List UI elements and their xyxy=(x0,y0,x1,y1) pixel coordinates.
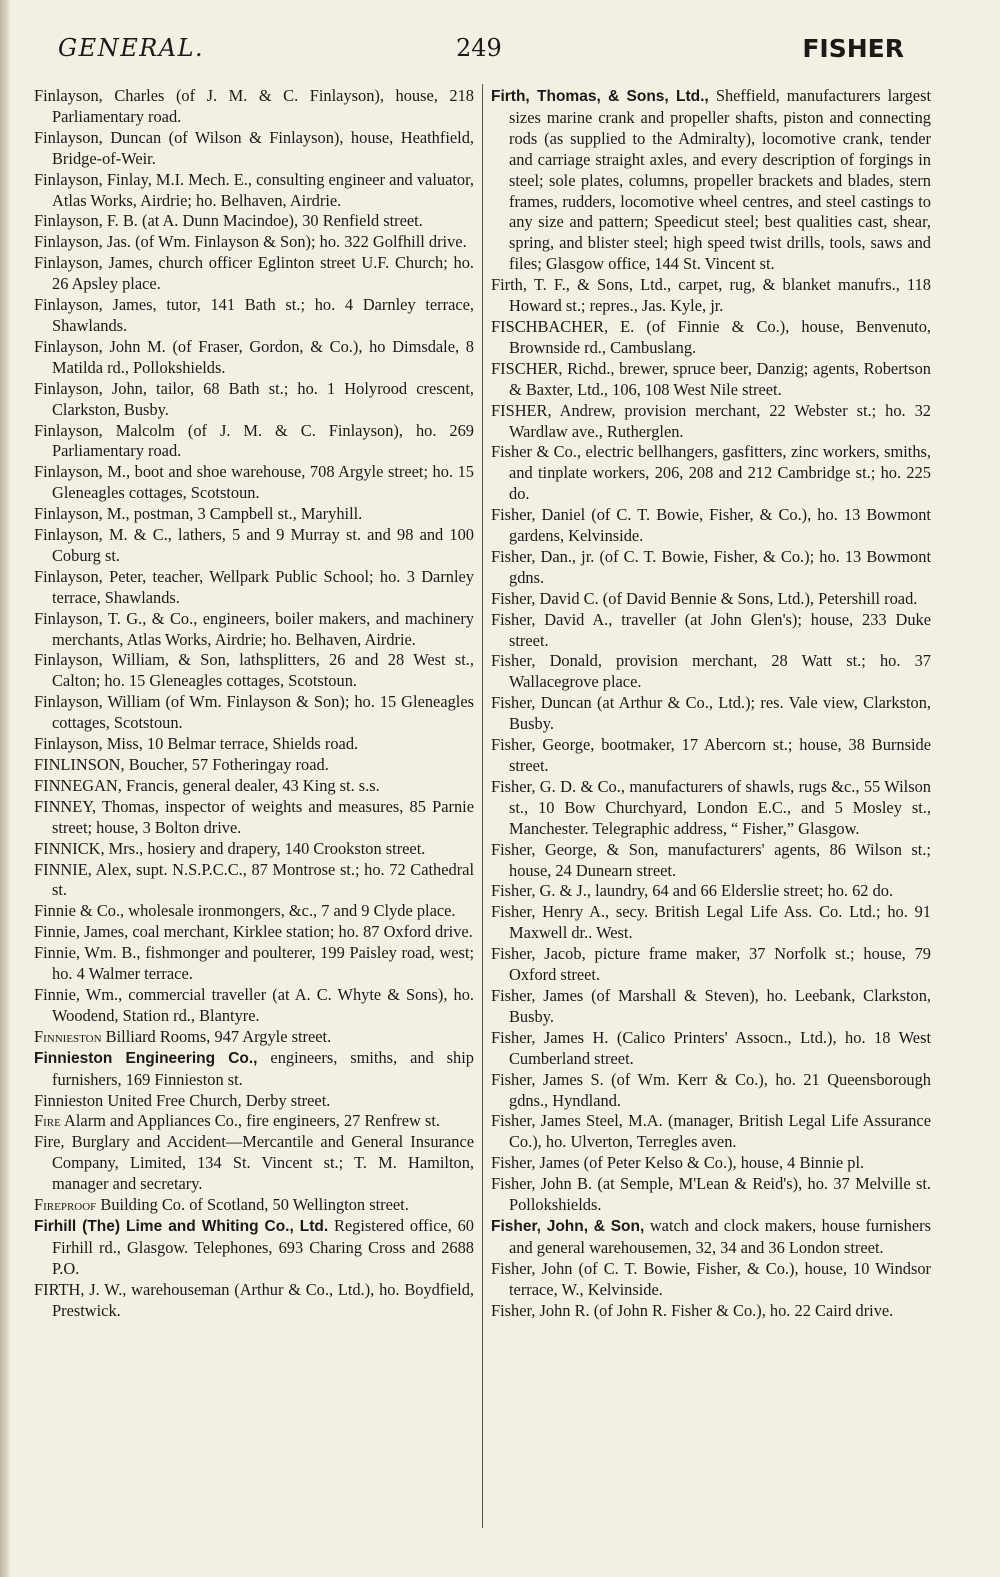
entry-head: Finlayson, xyxy=(34,608,103,628)
entry-text: T. G., & Co., engineers, boiler makers, and machinery merchants, Atlas Works, Airdrie; ho. Belhaven, Airdrie. xyxy=(52,608,474,649)
left-column xyxy=(34,86,474,1321)
entry-head: FINNICK, xyxy=(34,838,105,858)
entry-head: Finlayson, xyxy=(34,232,103,252)
directory-entry xyxy=(491,610,931,652)
directory-entry xyxy=(491,589,931,610)
directory-entry xyxy=(491,1111,931,1153)
entry-text: watch and clock makers, house furnishers and general warehousemen, 32, 34 and 36 London street. xyxy=(509,1215,931,1257)
entry-text: & Co., electric bellhangers, gasfitters, zinc workers, smiths, and tinplate workers, 206, 208 and 212 Cambridge st.; ho. 225 do. xyxy=(509,442,931,504)
entry-head: FISCHBACHER, xyxy=(491,316,609,336)
entry-text: Mrs., hosiery and drapery, 140 Crookston street. xyxy=(104,838,426,858)
entry-text: G. & J., laundry, 64 and 66 Elderslie street; ho. 62 do. xyxy=(535,881,894,901)
entry-head: Fisher, xyxy=(491,944,536,964)
running-head-surname: FISHER xyxy=(802,34,904,63)
directory-entry xyxy=(34,337,474,379)
directory-entry xyxy=(491,840,931,882)
entry-head: FISHER, xyxy=(491,400,552,420)
page-number: 249 xyxy=(456,34,502,62)
entry-text: George, bootmaker, 17 Abercorn st.; house, 38 Burnside street. xyxy=(509,735,931,775)
entry-text: G. D. & Co., manufacturers of shawls, rugs &c., 55 Wilson st., 10 Bow Churchyard, London E.C., and 5 Mosley st., Manchester. Telegraphic address, “ Fisher,” Glasgow. xyxy=(509,776,931,838)
directory-entry xyxy=(34,839,474,860)
entry-head: Fisher, xyxy=(491,1111,536,1131)
entry-head: Fisher xyxy=(491,442,532,462)
directory-entry xyxy=(491,693,931,735)
directory-entry xyxy=(491,1153,931,1174)
entry-text: William (of Wm. Finlayson & Son); ho. 15 Gleneagles cottages, Scotstoun. xyxy=(52,692,474,733)
entry-head: Fisher, xyxy=(491,1258,536,1278)
directory-entry xyxy=(34,922,474,943)
entry-head: Fisher, xyxy=(491,651,536,671)
directory-entry xyxy=(34,170,474,212)
entry-text: James, tutor, 141 Bath st.; ho. 4 Darnley terrace, Shawlands. xyxy=(52,295,474,335)
directory-entry xyxy=(34,379,474,421)
entry-text: Burglary and Accident—Mercantile and General Insurance Company, Limited, 134 St. Vincent st.; T. M. Hamilton, manager and secretary. xyxy=(52,1132,474,1194)
entry-head: Fisher, xyxy=(491,839,536,859)
directory-entry xyxy=(491,86,931,275)
entry-head: Finlayson, xyxy=(34,86,103,105)
entry-text: Miss, 10 Belmar terrace, Shields road. xyxy=(102,734,359,754)
entry-text: Building Co. of Scotland, 50 Wellington street. xyxy=(96,1195,409,1215)
entry-text: David C. (of David Bennie & Sons, Ltd.), Petershill road. xyxy=(535,588,918,608)
entry-text: James (of Peter Kelso & Co.), house, 4 Binnie pl. xyxy=(535,1153,865,1173)
directory-entry xyxy=(491,944,931,986)
entry-text: John (of C. T. Bowie, Fisher, & Co.), house, 10 Windsor terrace, W., Kelvinside. xyxy=(509,1258,931,1299)
entry-head: Fisher, xyxy=(491,609,536,629)
entry-head: Fisher, xyxy=(491,1027,536,1047)
entry-head: Finlayson, xyxy=(34,211,103,231)
entry-head: Finnie xyxy=(34,901,76,921)
entry-text: John R. (of John R. Fisher & Co.), ho. 22 Caird drive. xyxy=(535,1300,894,1320)
entry-head: Finlayson, xyxy=(34,525,103,545)
entry-head: Firth, xyxy=(491,275,527,295)
entry-head: Finnieston Engineering Co., xyxy=(34,1049,258,1067)
directory-entry xyxy=(34,650,474,692)
directory-entry xyxy=(34,232,474,253)
entry-head: FINLINSON, xyxy=(34,755,125,774)
entry-head: Fire, xyxy=(34,1132,65,1152)
directory-entry xyxy=(491,735,931,777)
entry-head: FINNEGAN, xyxy=(34,775,122,795)
entry-text: James, coal merchant, Kirklee station; ho. 87 Oxford drive. xyxy=(80,922,473,942)
entry-head: Finlayson, xyxy=(34,566,103,586)
directory-entry xyxy=(491,1216,931,1259)
directory-entry xyxy=(491,359,931,401)
entry-head: FINNEY, xyxy=(34,796,97,816)
directory-entry xyxy=(491,317,931,359)
entry-head: Fisher, xyxy=(491,588,536,608)
directory-entry xyxy=(34,504,474,525)
entry-head: Finlayson, xyxy=(34,734,103,754)
entry-head: Fisher, xyxy=(491,735,536,755)
entry-head: Fisher, xyxy=(491,1153,536,1173)
directory-entry xyxy=(491,986,931,1028)
directory-entry xyxy=(491,1301,931,1322)
entry-text: Malcolm (of J. M. & C. Finlayson), ho. 269 Parliamentary road. xyxy=(52,420,474,461)
directory-entry xyxy=(34,525,474,567)
entry-text: Duncan (at Arthur & Co., Ltd.); res. Vale view, Clarkston, Busby. xyxy=(509,693,931,734)
directory-entry xyxy=(34,734,474,755)
entry-text: Charles (of J. M. & C. Finlayson), house, 218 Parliamentary road. xyxy=(52,86,474,126)
entry-text: Peter, teacher, Wellpark Public School; ho. 3 Darnley terrace, Shawlands. xyxy=(52,566,474,607)
entry-text: Richd., brewer, spruce beer, Danzig; agents, Robertson & Baxter, Ltd., 106, 108 West Nile street. xyxy=(509,358,931,399)
directory-entry xyxy=(34,295,474,337)
entry-text: Francis, general dealer, 43 King st. s.s. xyxy=(121,775,380,795)
directory-entry xyxy=(34,1195,474,1216)
entry-text: David A., traveller (at John Glen's); house, 233 Duke street. xyxy=(509,609,931,650)
entry-text: Jacob, picture frame maker, 37 Norfolk st.; house, 79 Oxford street. xyxy=(509,944,931,985)
column-divider xyxy=(482,84,483,1528)
directory-entry xyxy=(491,275,931,317)
entry-text: F. B. (at A. Dunn Macindoe), 30 Renfield street. xyxy=(102,211,423,231)
entry-text: Donald, provision merchant, 28 Watt st.; ho. 37 Wallacegrove place. xyxy=(509,651,931,692)
entry-text: Finlay, M.I. Mech. E., consulting engineer and valuator, Atlas Works, Airdrie; ho. Belhaven, Airdrie. xyxy=(52,169,474,210)
directory-entry xyxy=(34,128,474,170)
entry-head: Finlayson, xyxy=(34,462,103,482)
entry-head: Finlayson, xyxy=(34,420,103,440)
entry-text: Thomas, inspector of weights and measures, 85 Parnie street; house, 3 Bolton drive. xyxy=(52,796,474,837)
entry-text: Duncan (of Wilson & Finlayson), house, Heathfield, Bridge-of-Weir. xyxy=(52,127,474,168)
entry-head: Firth, Thomas, & Sons, Ltd., xyxy=(491,88,709,105)
entry-head: Finnieston xyxy=(34,1026,102,1046)
directory-entry xyxy=(34,797,474,839)
directory-entry xyxy=(34,1216,474,1280)
entry-head: Fisher, xyxy=(491,693,536,713)
entry-text: E. (of Finnie & Co.), house, Benvenuto, Brownside rd., Cambuslang. xyxy=(509,316,931,357)
directory-entry xyxy=(491,505,931,547)
directory-entry xyxy=(34,692,474,734)
entry-head: Finlayson, xyxy=(34,169,103,189)
entry-head: Fisher, xyxy=(491,1174,536,1194)
entry-head: Finlayson, xyxy=(34,336,103,356)
entry-text: Jas. (of Wm. Finlayson & Son); ho. 322 Golfhill drive. xyxy=(102,232,467,252)
directory-entry xyxy=(34,1280,474,1322)
entry-text: George, & Son, manufacturers' agents, 86 Wilson st.; house, 24 Dunearn street. xyxy=(509,839,931,880)
directory-entry xyxy=(491,777,931,840)
directory-entry xyxy=(491,442,931,505)
entry-head: Finnie, xyxy=(34,922,80,942)
directory-entry xyxy=(34,609,474,651)
directory-entry xyxy=(34,901,474,922)
entry-text: Registered office, 60 Firhill rd., Glasgow. Telephones, 693 Charing Cross and 2688 P.O. xyxy=(52,1215,475,1278)
entry-head: FIRTH, xyxy=(34,1279,85,1299)
entry-text: Henry A., secy. British Legal Life Ass. Co. Ltd.; ho. 91 Maxwell dr.. West. xyxy=(509,902,931,943)
entry-text: Alarm and Appliances Co., fire engineers, 27 Renfrew st. xyxy=(60,1111,441,1131)
entry-head: Finnie, xyxy=(34,984,80,1004)
entry-text: Sheffield, manufacturers largest sizes marine crank and propeller shafts, piston and connecting rods (as supplied to the Admiralty), locomotive crank, tender and carriage straight axles, and every description of forgings in steel; sole plates, columns, propeller brackets and blades, stern frames, rudders, locomotive wheel centres, and steel castings to any size and pattern; Speedicut steel; best qualities cast, shear, spring, and blister steel; high speed twist drills, tools, saws and files; Glasgow office, 144 St. Vincent st. xyxy=(509,86,932,274)
entry-head: Finlayson, xyxy=(34,253,103,273)
directory-entry xyxy=(491,651,931,693)
right-column xyxy=(491,86,931,1321)
entry-head: Fisher, xyxy=(491,776,536,796)
entry-text: J. W., warehouseman (Arthur & Co., Ltd.), ho. Boydfield, Prestwick. xyxy=(52,1279,474,1320)
entry-head: Fisher, xyxy=(491,546,536,566)
entry-head: Fisher, xyxy=(491,1300,536,1320)
entry-head: Finlayson, xyxy=(34,295,103,315)
entry-text: Wm. B., fishmonger and poulterer, 199 Paisley road, west; ho. 4 Walmer terrace. xyxy=(52,943,474,984)
entry-head: Fisher, xyxy=(491,985,536,1005)
entry-head: Fire xyxy=(34,1111,61,1131)
directory-entry xyxy=(34,211,474,232)
entry-text: James S. (of Wm. Kerr & Co.), ho. 21 Queensborough gdns., Hyndland. xyxy=(509,1069,931,1110)
directory-entry xyxy=(34,1091,474,1112)
directory-entry xyxy=(34,943,474,985)
entry-text: Billiard Rooms, 947 Argyle street. xyxy=(101,1026,332,1046)
entry-text: James, church officer Eglinton street U.F. Church; ho. 26 Apsley place. xyxy=(52,253,474,294)
entry-text: James Steel, M.A. (manager, British Legal Life Assurance Co.), ho. Ulverton, Terregles aven. xyxy=(509,1111,931,1152)
directory-entry xyxy=(491,1070,931,1112)
entry-head: Fisher, xyxy=(491,902,536,922)
directory-entry xyxy=(491,547,931,589)
entry-text: Daniel (of C. T. Bowie, Fisher, & Co.), ho. 13 Bowmont gardens, Kelvinside. xyxy=(509,505,931,546)
entry-text: M., boot and shoe warehouse, 708 Argyle street; ho. 15 Gleneagles cottages, Scotstoun. xyxy=(52,462,474,503)
entry-text: James (of Marshall & Steven), ho. Leebank, Clarkston, Busby. xyxy=(509,985,931,1026)
entry-head: Finlayson, xyxy=(34,504,103,524)
entry-text: M., postman, 3 Campbell st., Maryhill. xyxy=(102,504,363,524)
entry-head: Finlayson, xyxy=(34,692,103,712)
entry-text: William, & Son, lathsplitters, 26 and 28 West st., Calton; ho. 15 Gleneagles cottages, Scotstoun. xyxy=(52,650,474,691)
entry-head: Finnie, xyxy=(34,943,80,963)
directory-entry xyxy=(491,401,931,443)
entry-head: Fisher, xyxy=(491,505,536,525)
entry-text: & Co., wholesale ironmongers, &c., 7 and 9 Clyde place. xyxy=(75,901,456,921)
entry-text: United Free Church, Derby street. xyxy=(103,1090,331,1110)
entry-head: FISCHER, xyxy=(491,358,563,378)
directory-entry xyxy=(491,1174,931,1216)
entry-text: John B. (at Semple, M'Lean & Reid's), ho. 37 Melville st. Pollokshields. xyxy=(509,1174,931,1215)
directory-entry xyxy=(491,902,931,944)
directory-entry xyxy=(491,1028,931,1070)
entry-text: John, tailor, 68 Bath st.; ho. 1 Holyrood crescent, Clarkston, Busby. xyxy=(52,378,474,419)
entry-text: Wm., commercial traveller (at A. C. Whyte & Sons), ho. Woodend, Station rd., Blantyre. xyxy=(52,984,474,1025)
directory-entry xyxy=(34,860,474,902)
entry-head: Finnieston xyxy=(34,1090,104,1110)
directory-entry xyxy=(34,1111,474,1132)
directory-entry xyxy=(34,755,474,776)
directory-entry xyxy=(34,253,474,295)
directory-entry xyxy=(34,421,474,463)
entry-text: Boucher, 57 Fotheringay road. xyxy=(124,755,329,774)
entry-head: Finlayson, xyxy=(34,378,103,398)
directory-entry xyxy=(34,567,474,609)
directory-entry xyxy=(34,1132,474,1195)
directory-entry xyxy=(491,1259,931,1301)
entry-head: Fisher, John, & Son, xyxy=(491,1217,645,1235)
directory-entry xyxy=(34,1048,474,1091)
entry-text: M. & C., lathers, 5 and 9 Murray st. and 98 and 100 Coburg st. xyxy=(52,525,474,565)
entry-head: Fireproof xyxy=(34,1195,97,1215)
entry-head: Firhill (The) Lime and Whiting Co., Ltd. xyxy=(34,1217,329,1235)
entry-text: John M. (of Fraser, Gordon, & Co.), ho Dimsdale, 8 Matilda rd., Pollokshields. xyxy=(52,336,474,377)
entry-head: Fisher, xyxy=(491,1069,536,1089)
directory-entry xyxy=(34,985,474,1027)
directory-entry xyxy=(34,1027,474,1048)
directory-entry xyxy=(34,462,474,504)
directory-entry xyxy=(34,776,474,797)
entry-head: FINNIE, xyxy=(34,859,92,879)
entry-text: T. F., & Sons, Ltd., carpet, rug, & blanket manufrs., 118 Howard st.; repres., Jas. Kyle, jr. xyxy=(509,275,931,316)
entry-head: Fisher, xyxy=(491,881,536,901)
entry-text: engineers, smiths, and ship furnishers, 169 Finnieston st. xyxy=(52,1047,475,1089)
directory-entry xyxy=(491,881,931,902)
entry-head: Finlayson, xyxy=(34,127,103,147)
directory-entry xyxy=(34,86,474,128)
entry-text: Alex, supt. N.S.P.C.C., 87 Montrose st.; ho. 72 Cathedral st. xyxy=(52,859,474,900)
entry-text: Dan., jr. (of C. T. Bowie, Fisher, & Co.); ho. 13 Bowmont gdns. xyxy=(509,546,931,587)
entry-text: Andrew, provision merchant, 22 Webster st.; ho. 32 Wardlaw ave., Rutherglen. xyxy=(509,400,931,441)
entry-head: Finlayson, xyxy=(34,650,103,670)
running-head-section: GENERAL. xyxy=(58,34,205,62)
entry-text: James H. (Calico Printers' Assocn., Ltd.), ho. 18 West Cumberland street. xyxy=(509,1027,931,1068)
